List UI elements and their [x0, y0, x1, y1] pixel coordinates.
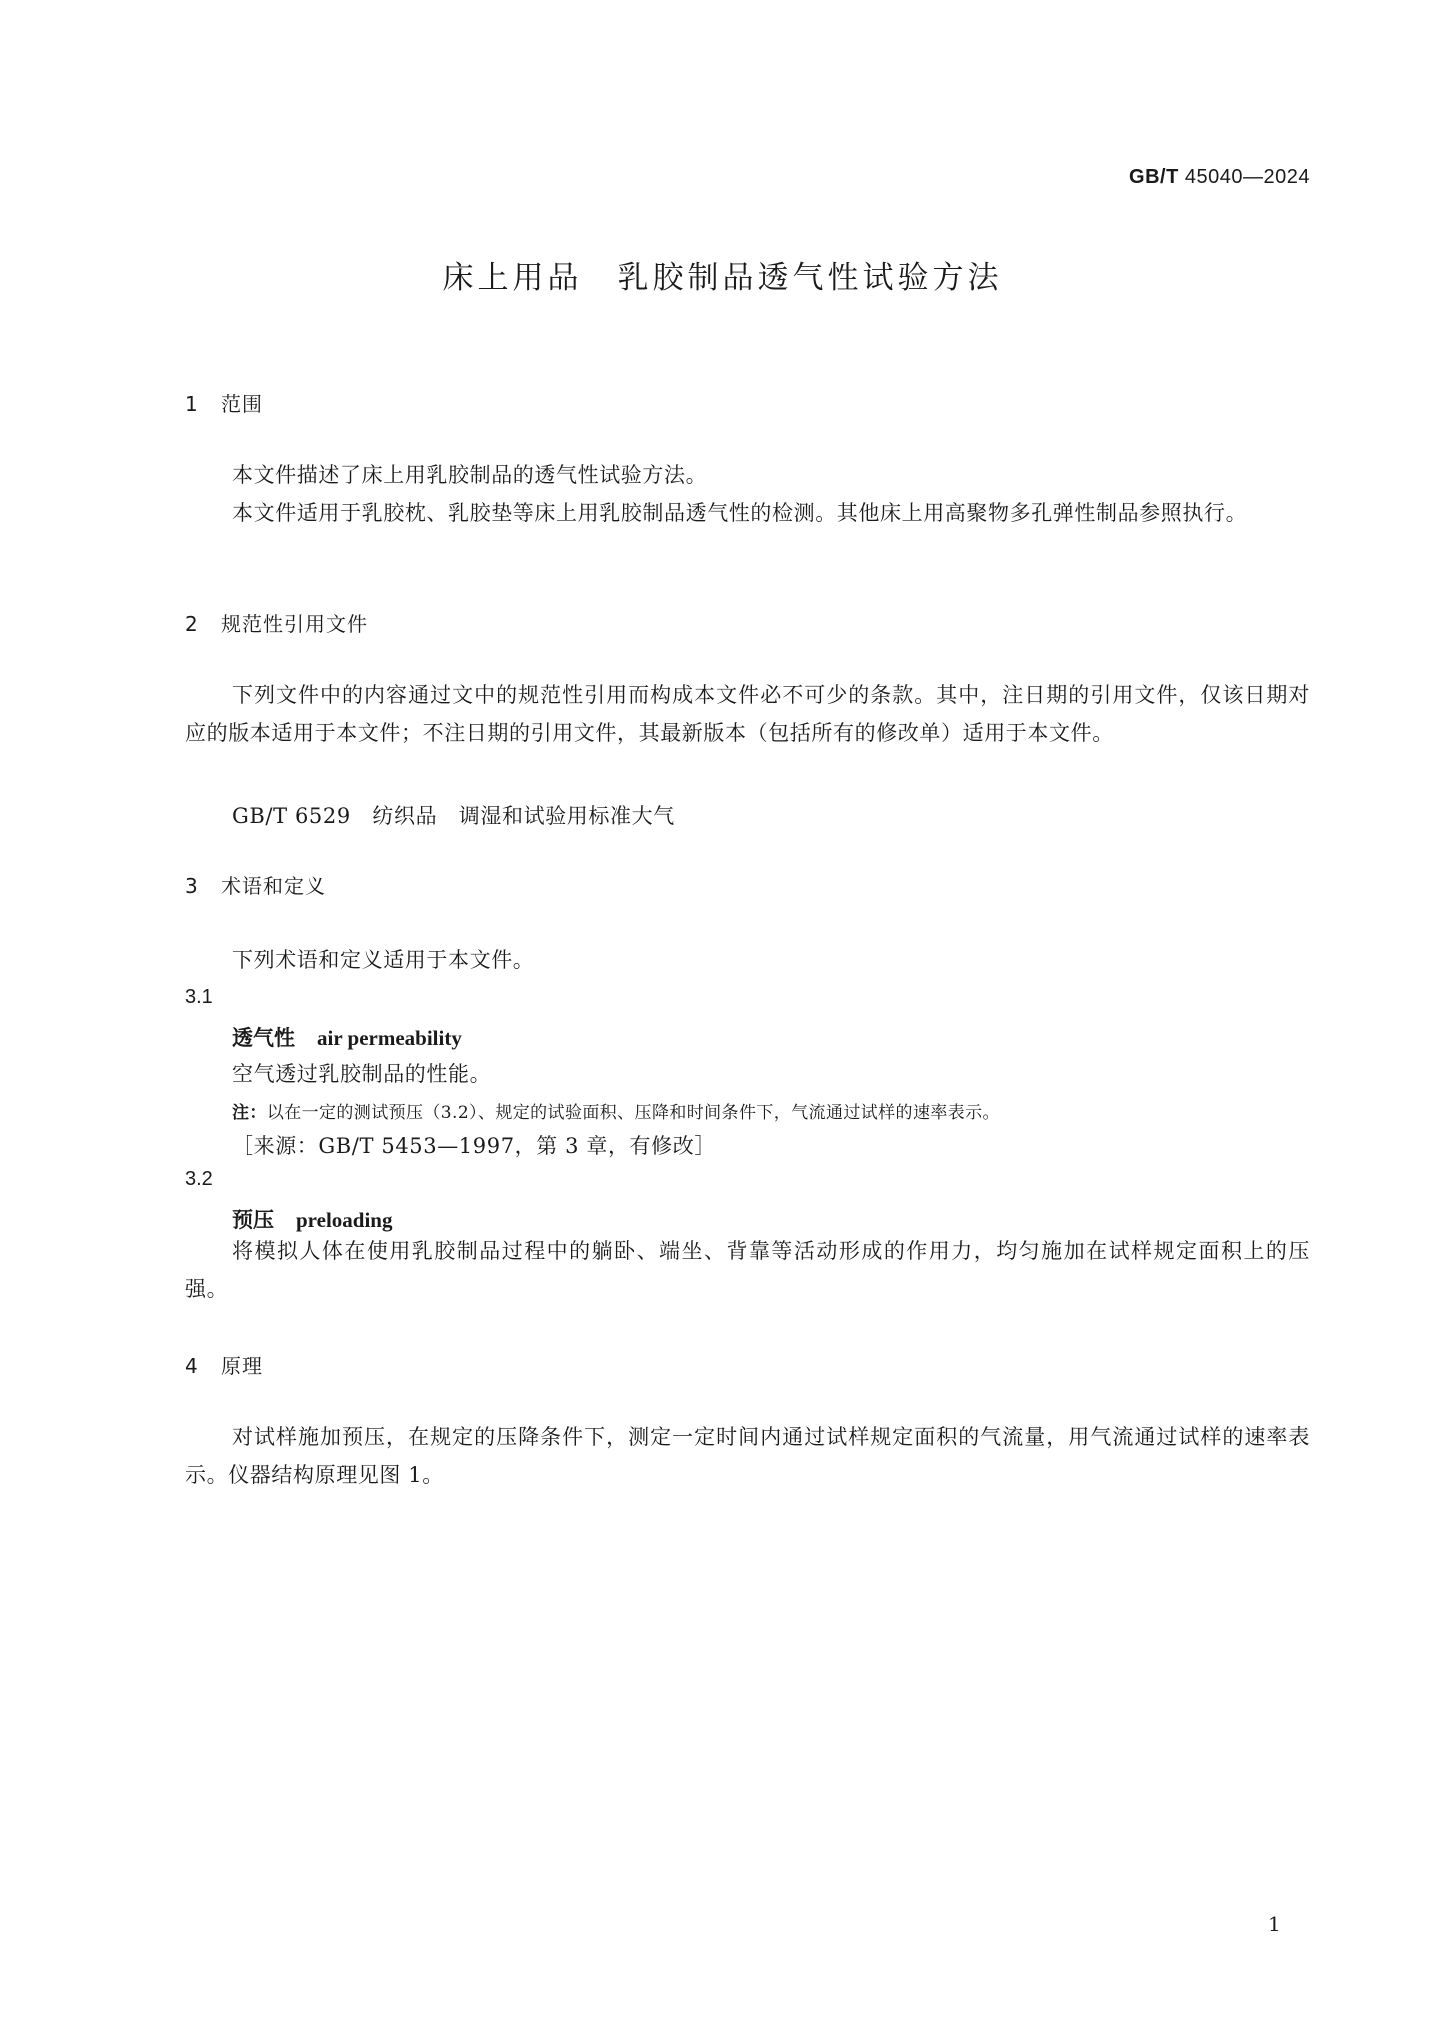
term-en: air permeability — [317, 1026, 462, 1050]
standard-prefix: GB/T — [1129, 166, 1179, 188]
term-heading — [232, 1022, 462, 1052]
term-source: ［来源：GB/T 5453—1997，第 3 章，有修改］ — [232, 1134, 716, 1158]
principle-paragraph: 对试样施加预压，在规定的压降条件下，测定一定时间内通过试样规定面积的气流量，用气流通过试样的速率表示。仪器结构原理见图 1。 — [185, 1425, 1310, 1487]
section-title: 范围 — [221, 392, 263, 416]
section-title: 术语和定义 — [221, 874, 326, 898]
section-number: 4 — [185, 1354, 199, 1378]
note-label: 注： — [232, 1103, 267, 1123]
standard-code: 45040—2024 — [1178, 166, 1310, 188]
section-title: 原理 — [221, 1354, 263, 1378]
reference-item: GB/T 6529 纺织品 调湿和试验用标准大气 — [232, 804, 675, 828]
term-heading — [232, 1204, 392, 1234]
scope-paragraph-2: 本文件适用于乳胶枕、乳胶垫等床上用乳胶制品透气性的检测。其他床上用高聚物多孔弹性制品参照执行。 — [232, 501, 1248, 525]
terms-intro: 下列术语和定义适用于本文件。 — [232, 948, 535, 972]
term-en: preloading — [296, 1208, 393, 1232]
document-title: 床上用品 乳胶制品透气性试验方法 — [442, 260, 1003, 296]
term-definition: 将模拟人体在使用乳胶制品过程中的躺卧、端坐、背靠等活动形成的作用力，均匀施加在试样规定面积上的压强。 — [185, 1239, 1310, 1301]
clause-number: 3.2 — [185, 1168, 213, 1190]
term-zh: 预压 — [232, 1207, 274, 1232]
section-number: 3 — [185, 874, 199, 898]
section-title: 规范性引用文件 — [221, 612, 368, 636]
references-paragraph: 下列文件中的内容通过文中的规范性引用而构成本文件必不可少的条款。其中，注日期的引用文件，仅该日期对应的版本适用于本文件；不注日期的引用文件，其最新版本（包括所有的修改单）适用于本文件。 — [185, 683, 1310, 745]
term-definition: 空气透过乳胶制品的性能。 — [232, 1062, 492, 1086]
term-note — [232, 1098, 1000, 1123]
section-heading-scope — [185, 388, 263, 417]
term-zh: 透气性 — [232, 1025, 295, 1050]
note-text: 以在一定的测试预压（3.2）、规定的试验面积、压降和时间条件下，气流通过试样的速率表示。 — [266, 1103, 1000, 1123]
page-number: 1 — [1268, 1912, 1281, 1936]
scope-paragraph-1: 本文件描述了床上用乳胶制品的透气性试验方法。 — [232, 463, 708, 487]
standard-number — [1129, 166, 1310, 189]
clause-number: 3.1 — [185, 986, 213, 1008]
section-heading-principle — [185, 1350, 263, 1379]
section-heading-normative-references — [185, 608, 368, 637]
section-heading-terms — [185, 870, 326, 899]
section-number: 2 — [185, 612, 199, 636]
section-number: 1 — [185, 392, 199, 416]
